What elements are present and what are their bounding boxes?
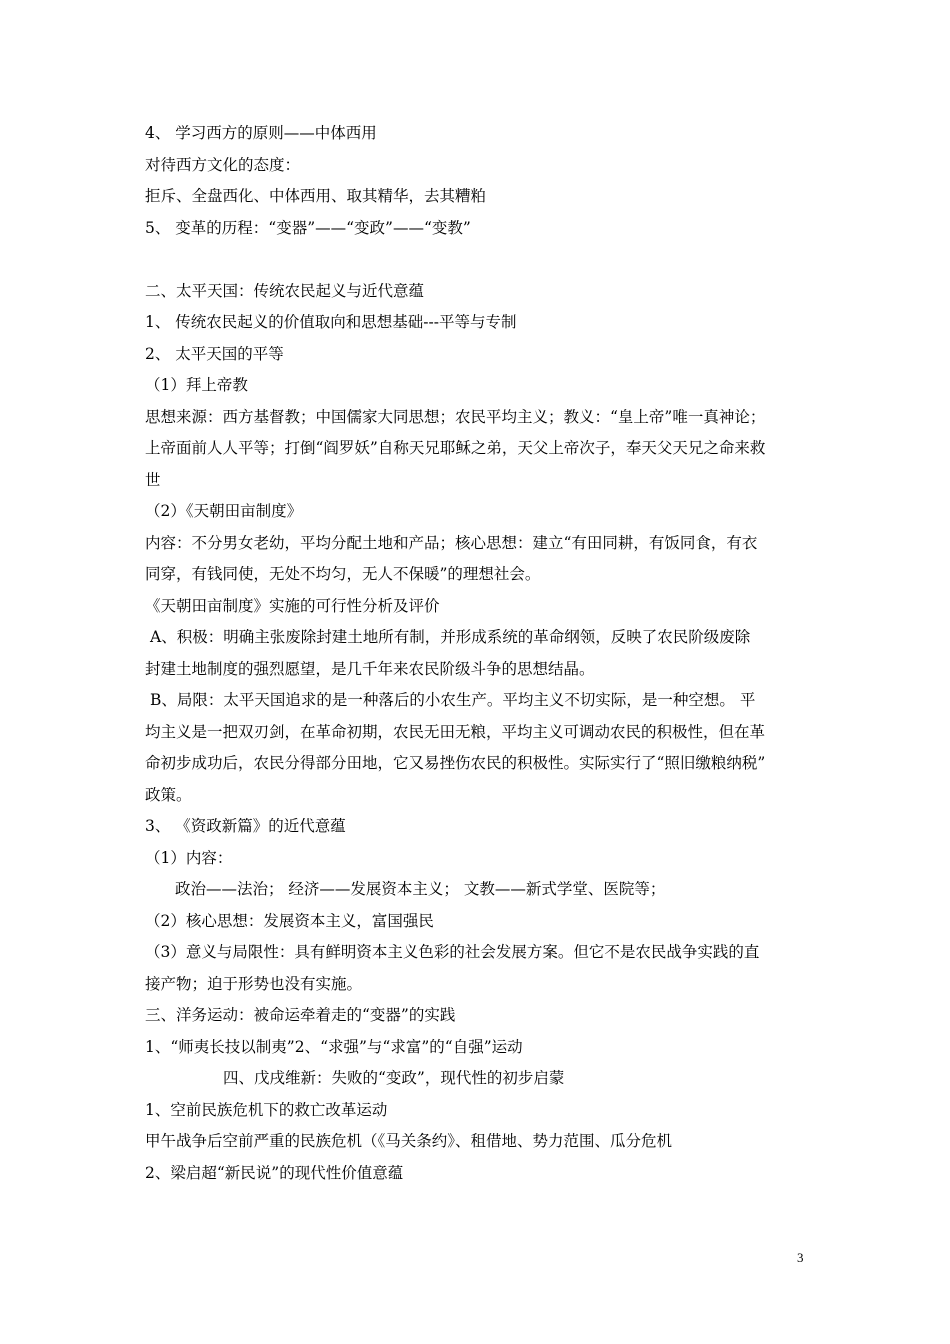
text-line: 拒斥、全盘西化、中体西用、取其精华，去其糟粕 [145, 187, 487, 205]
text-line: （2）核心思想：发展资本主义，富国强民 [145, 911, 434, 930]
text-line: 1、空前民族危机下的救亡改革运动 [145, 1100, 388, 1119]
text-line: 内容：不分男女老幼，平均分配土地和产品；核心思想：建立“有田同耕，有饭同食，有衣 [145, 533, 758, 552]
text-line: 政治——法治； 经济——发展资本主义； 文教——新式学堂、医院等； [175, 880, 666, 898]
section-heading: 二、太平天国：传统农民起义与近代意蕴 [145, 281, 425, 300]
text-line: 2、 太平天国的平等 [145, 344, 284, 363]
text-line: 2、梁启超“新民说”的现代性价值意蕴 [145, 1163, 404, 1182]
text-line: 甲午战争后空前严重的民族危机（《马关条约》、租借地、势力范围、瓜分危机 [145, 1132, 673, 1150]
text-line: 均主义是一把双刃剑，在革命初期，农民无田无粮，平均主义可调动农民的积极性，但在革 [145, 722, 766, 741]
text-line: 思想来源：西方基督教；中国儒家大同思想；农民平均主义；教义：“皇上帝”唯一真神论； [145, 407, 766, 426]
text-line: 4、 学习西方的原则——中体西用 [145, 124, 377, 142]
text-line: 《天朝田亩制度》实施的可行性分析及评价 [145, 596, 440, 615]
blank-line [145, 244, 815, 276]
text-line: 封建土地制度的强烈愿望，是几千年来农民阶级斗争的思想结晶。 [145, 659, 595, 678]
text-line: 同穿，有钱同使，无处不均匀，无人不保暖”的理想社会。 [145, 565, 541, 583]
page-number: 3 [797, 1250, 804, 1265]
text-line: 3、 《资政新篇》的近代意蕴 [145, 817, 346, 835]
text-line: 上帝面前人人平等；打倒“阎罗妖”自称天兄耶稣之弟，天父上帝次子，奉天父天兄之命来救 [145, 439, 766, 457]
text-line: 政策。 [145, 785, 192, 804]
text-line: B、局限：太平天国追求的是一种落后的小农生产。平均主义不切实际，是一种空想。 平 [150, 691, 756, 709]
text-line: A、积极：明确主张废除封建土地所有制，并形成系统的革命纲领，反映了农民阶级废除 [150, 628, 751, 646]
text-line: 世 [145, 470, 161, 489]
text-line: （3）意义与局限性：具有鲜明资本主义色彩的社会发展方案。但它不是农民战争实践的直 [145, 943, 760, 961]
section-heading: 三、洋务运动：被命运牵着走的“变器”的实践 [145, 1006, 456, 1024]
text-line: （1）内容： [145, 848, 233, 867]
text-line: 命初步成功后，农民分得部分田地，它又易挫伤农民的积极性。实际实行了“照旧缴粮纳税” [145, 754, 766, 772]
text-line: 接产物；迫于形势也没有实施。 [145, 974, 363, 993]
text-line: 对待西方文化的态度： [145, 155, 301, 174]
text-line: （1）拜上帝教 [145, 376, 248, 394]
body-text [145, 118, 815, 1189]
text-line: 1、“师夷长技以制夷”2、“求强”与“求富”的“自强”运动 [145, 1037, 523, 1056]
text-line: 1、 传统农民起义的价值取向和思想基础---平等与专制 [145, 313, 517, 331]
section-heading: 四、戊戌维新：失败的“变政”，现代性的初步启蒙 [223, 1069, 565, 1087]
text-line: （2）《天朝田亩制度》 [145, 502, 303, 520]
text-line: 5、 变革的历程：“变器”——“变政”——“变教” [145, 218, 471, 237]
